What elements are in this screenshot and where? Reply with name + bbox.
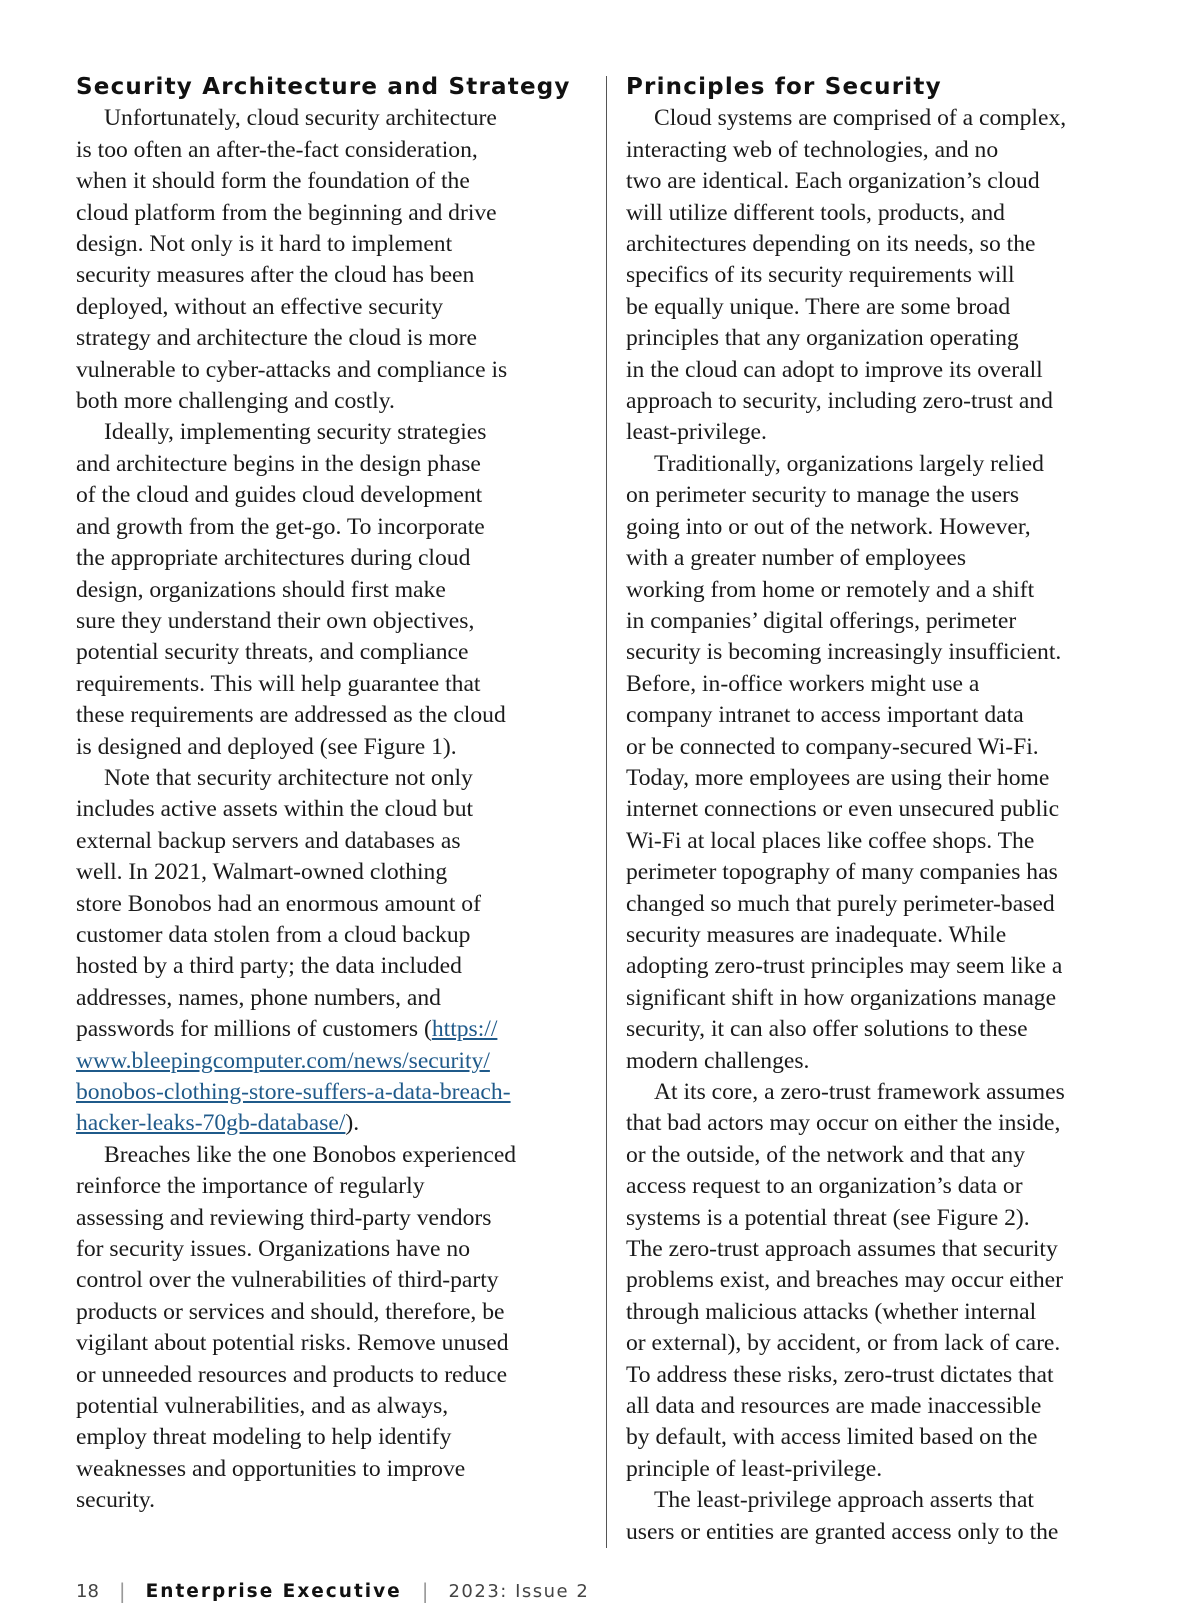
line-text: hosted by a third party; the data included xyxy=(76,953,462,980)
line-text: is designed and deployed (see Figure 1). xyxy=(76,733,457,760)
line-text: principle of least-privilege. xyxy=(626,1455,883,1482)
text-line xyxy=(626,480,1144,511)
line-text: and architecture begins in the design phase xyxy=(76,450,481,477)
text-line xyxy=(626,889,1144,920)
text-line xyxy=(626,512,1144,543)
line-text: ). xyxy=(345,1110,360,1137)
text-line xyxy=(76,575,588,606)
text-line xyxy=(76,857,588,888)
magazine-name: Enterprise Executive xyxy=(145,1580,402,1602)
text-line xyxy=(626,637,1144,668)
line-text: adopting zero-trust principles may seem like a xyxy=(626,953,1063,980)
text-line xyxy=(76,166,588,197)
text-line xyxy=(626,417,1144,448)
text-line xyxy=(76,951,588,982)
line-text: going into or out of the network. However, xyxy=(626,513,1031,540)
article-link[interactable]: hacker-leaks-70gb-database/ xyxy=(76,1110,346,1137)
line-text: or unneeded resources and products to reduce xyxy=(76,1361,508,1388)
line-text: in companies’ digital offerings, perimeter xyxy=(626,607,1017,634)
text-line xyxy=(626,1297,1144,1328)
line-text: or the outside, of the network and that any xyxy=(626,1141,1026,1168)
article-link[interactable]: https:// xyxy=(431,1016,498,1043)
line-text: strategy and architecture the cloud is more xyxy=(76,325,477,352)
line-text: these requirements are addressed as the cloud xyxy=(76,702,506,729)
line-text: Breaches like the one Bonobos experienced xyxy=(104,1141,517,1168)
text-line xyxy=(626,732,1144,763)
page-number: 18 xyxy=(76,1580,99,1602)
line-text: on perimeter security to manage the users xyxy=(626,482,1020,509)
line-text: To address these risks, zero-trust dictates that xyxy=(626,1361,1054,1388)
text-line xyxy=(76,1328,588,1359)
text-line xyxy=(626,1203,1144,1234)
text-line xyxy=(626,951,1144,982)
text-line xyxy=(76,983,588,1014)
text-line xyxy=(76,449,588,480)
text-line xyxy=(76,1265,588,1296)
line-text: Traditionally, organizations largely relied xyxy=(654,450,1044,477)
line-text: sure they understand their own objectives, xyxy=(76,607,475,634)
page-footer xyxy=(76,1576,589,1606)
line-text: security measures are inadequate. While xyxy=(626,921,1007,948)
text-line xyxy=(626,260,1144,291)
right-column-body xyxy=(626,103,1144,1548)
line-text: specifics of its security requirements will xyxy=(626,262,1015,289)
text-line xyxy=(626,1422,1144,1453)
line-text: At its core, a zero-trust framework assumes xyxy=(654,1079,1065,1105)
text-line xyxy=(626,135,1144,166)
text-line xyxy=(76,103,588,134)
text-line xyxy=(626,1171,1144,1202)
line-text: customer data stolen from a cloud backup xyxy=(76,921,471,948)
text-line xyxy=(626,355,1144,386)
text-line xyxy=(76,229,588,260)
text-line xyxy=(76,1485,588,1516)
line-text: changed so much that purely perimeter-based xyxy=(626,890,1055,917)
line-text: security is becoming increasingly insufficient. xyxy=(626,639,1062,666)
line-text: passwords for millions of customers ( xyxy=(76,1016,432,1043)
line-text: be equally unique. There are some broad xyxy=(626,293,1011,320)
text-line xyxy=(626,920,1144,951)
line-text: two are identical. Each organization’s cloud xyxy=(626,168,1040,195)
text-line xyxy=(76,700,588,731)
text-line xyxy=(76,1454,588,1485)
line-text: or external), by accident, or from lack of care. xyxy=(626,1330,1061,1357)
text-line xyxy=(626,543,1144,574)
text-line xyxy=(626,386,1144,417)
article-link[interactable]: www.bleepingcomputer.com/news/security/ xyxy=(76,1047,490,1074)
text-line xyxy=(626,1014,1144,1045)
text-line xyxy=(626,1234,1144,1265)
line-text: Ideally, implementing security strategies xyxy=(104,419,487,446)
text-line xyxy=(76,637,588,668)
line-text: principles that any organization operating xyxy=(626,325,1019,352)
right-column xyxy=(626,72,1144,1548)
line-text: interacting web of technologies, and no xyxy=(626,136,999,163)
left-column xyxy=(76,72,588,1517)
line-text: users or entities are granted access only to the xyxy=(626,1518,1059,1545)
line-text: security, it can also offer solutions to these xyxy=(626,1016,1028,1043)
line-text: employ threat modeling to help identify xyxy=(76,1424,452,1451)
line-text: both more challenging and costly. xyxy=(76,388,395,415)
line-text: Today, more employees are using their home xyxy=(626,764,1050,791)
text-line xyxy=(626,1140,1144,1171)
line-text: Unfortunately, cloud security architecture xyxy=(104,105,497,132)
line-text: modern challenges. xyxy=(626,1047,810,1074)
text-line xyxy=(76,606,588,637)
line-text: potential security threats, and compliance xyxy=(76,639,469,666)
text-line xyxy=(626,1046,1144,1077)
text-line xyxy=(626,1077,1144,1108)
line-text: that bad actors may occur on either the inside, xyxy=(626,1110,1061,1137)
text-line xyxy=(626,103,1144,134)
line-text: working from home or remotely and a shift xyxy=(626,576,1035,603)
line-text: store Bonobos had an enormous amount of xyxy=(76,890,481,917)
text-line xyxy=(76,417,588,448)
line-text: for security issues. Organizations have no xyxy=(76,1236,471,1263)
line-text: security. xyxy=(76,1487,156,1514)
text-line xyxy=(626,826,1144,857)
text-line xyxy=(626,449,1144,480)
line-text: approach to security, including zero-trust and xyxy=(626,388,1053,415)
article-link[interactable]: bonobos-clothing-store-suffers-a-data-breach- xyxy=(76,1079,511,1105)
text-line xyxy=(76,260,588,291)
text-line xyxy=(76,512,588,543)
line-text: by default, with access limited based on the xyxy=(626,1424,1038,1451)
text-line xyxy=(626,1454,1144,1485)
line-text: the appropriate architectures during cloud xyxy=(76,545,471,572)
line-text: addresses, names, phone numbers, and xyxy=(76,984,441,1011)
text-line xyxy=(626,794,1144,825)
line-text: Note that security architecture not only xyxy=(104,764,473,791)
text-line xyxy=(626,575,1144,606)
text-line xyxy=(626,1108,1144,1139)
text-line xyxy=(76,763,588,794)
issue-label: 2023: Issue 2 xyxy=(448,1580,590,1602)
text-line xyxy=(76,323,588,354)
text-line xyxy=(76,135,588,166)
text-line xyxy=(626,198,1144,229)
text-line xyxy=(626,1360,1144,1391)
line-text: perimeter topography of many companies has xyxy=(626,859,1058,886)
text-line[interactable] xyxy=(76,1108,588,1139)
section-heading-principles-for-security: Principles for Security xyxy=(626,74,942,100)
text-line xyxy=(76,1422,588,1453)
footer-separator: | xyxy=(118,1579,126,1603)
text-line[interactable] xyxy=(76,1077,588,1108)
text-line xyxy=(626,323,1144,354)
text-line xyxy=(76,386,588,417)
text-line xyxy=(626,229,1144,260)
line-text: all data and resources are made inaccessible xyxy=(626,1393,1042,1420)
line-text: when it should form the foundation of the xyxy=(76,168,470,195)
text-line xyxy=(76,920,588,951)
line-text: problems exist, and breaches may occur either xyxy=(626,1267,1063,1294)
line-text: through malicious attacks (whether internal xyxy=(626,1298,1037,1325)
text-line xyxy=(76,1171,588,1202)
line-text: products or services and should, therefore, be xyxy=(76,1298,505,1325)
line-text: Cloud systems are comprised of a complex, xyxy=(654,105,1067,132)
text-line xyxy=(626,292,1144,323)
text-line xyxy=(76,889,588,920)
line-text: access request to an organization’s data or xyxy=(626,1173,1023,1200)
line-text: and growth from the get-go. To incorporate xyxy=(76,513,485,540)
line-text: Before, in-office workers might use a xyxy=(626,670,980,697)
text-line xyxy=(626,669,1144,700)
text-line xyxy=(626,763,1144,794)
text-line xyxy=(626,1265,1144,1296)
text-line xyxy=(76,1297,588,1328)
line-text: weaknesses and opportunities to improve xyxy=(76,1455,466,1482)
line-text: vulnerable to cyber-attacks and compliance is xyxy=(76,356,508,383)
text-line xyxy=(76,355,588,386)
footer-separator: | xyxy=(421,1579,429,1603)
text-line xyxy=(76,1140,588,1171)
column-divider xyxy=(606,76,607,1548)
text-line xyxy=(626,1485,1144,1516)
text-line xyxy=(626,857,1144,888)
text-line xyxy=(76,1360,588,1391)
line-text: Wi-Fi at local places like coffee shops. The xyxy=(626,827,1035,854)
line-text: significant shift in how organizations manage xyxy=(626,984,1057,1011)
text-line xyxy=(626,1517,1144,1548)
line-text: of the cloud and guides cloud development xyxy=(76,482,483,509)
line-text: potential vulnerabilities, and as always, xyxy=(76,1393,449,1420)
line-text: in the cloud can adopt to improve its overall xyxy=(626,356,1043,383)
line-text: reinforce the importance of regularly xyxy=(76,1173,425,1200)
text-line xyxy=(76,794,588,825)
text-line xyxy=(76,1203,588,1234)
line-text: or be connected to company-secured Wi-Fi. xyxy=(626,733,1039,760)
text-line xyxy=(76,1391,588,1422)
section-heading-security-architecture: Security Architecture and Strategy xyxy=(76,74,571,100)
text-line xyxy=(76,543,588,574)
line-text: The zero-trust approach assumes that security xyxy=(626,1236,1058,1263)
line-text: control over the vulnerabilities of third-party xyxy=(76,1267,499,1294)
line-text: cloud platform from the beginning and drive xyxy=(76,199,497,226)
line-text: company intranet to access important data xyxy=(626,702,1024,729)
text-line xyxy=(76,198,588,229)
line-text: design, organizations should first make xyxy=(76,576,446,603)
line-text: with a greater number of employees xyxy=(626,545,967,572)
text-line xyxy=(626,1328,1144,1359)
line-text: security measures after the cloud has been xyxy=(76,262,475,289)
text-line xyxy=(76,826,588,857)
line-text: requirements. This will help guarantee that xyxy=(76,670,481,697)
text-line xyxy=(626,606,1144,637)
text-line xyxy=(76,669,588,700)
line-text: assessing and reviewing third-party vendors xyxy=(76,1204,492,1231)
line-text: systems is a potential threat (see Figure 2). xyxy=(626,1204,1030,1231)
text-line[interactable] xyxy=(76,1014,588,1045)
line-text: least-privilege. xyxy=(626,419,767,446)
line-text: vigilant about potential risks. Remove unused xyxy=(76,1330,509,1357)
left-column-body xyxy=(76,103,588,1516)
text-line xyxy=(626,1391,1144,1422)
line-text: deployed, without an effective security xyxy=(76,293,444,320)
line-text: architectures depending on its needs, so the xyxy=(626,231,1036,258)
text-line xyxy=(76,480,588,511)
line-text: well. In 2021, Walmart-owned clothing xyxy=(76,859,448,886)
text-line xyxy=(76,292,588,323)
line-text: will utilize different tools, products, and xyxy=(626,199,1005,226)
line-text: includes active assets within the cloud but xyxy=(76,796,474,823)
line-text: is too often an after-the-fact consideration, xyxy=(76,136,478,163)
text-line xyxy=(626,983,1144,1014)
text-line xyxy=(626,166,1144,197)
text-line xyxy=(76,732,588,763)
line-text: design. Not only is it hard to implement xyxy=(76,231,453,258)
text-line xyxy=(76,1234,588,1265)
line-text: external backup servers and databases as xyxy=(76,827,461,854)
text-line[interactable] xyxy=(76,1046,588,1077)
line-text: internet connections or even unsecured public xyxy=(626,796,1060,823)
text-line xyxy=(626,700,1144,731)
line-text: The least-privilege approach asserts that xyxy=(654,1487,1034,1514)
